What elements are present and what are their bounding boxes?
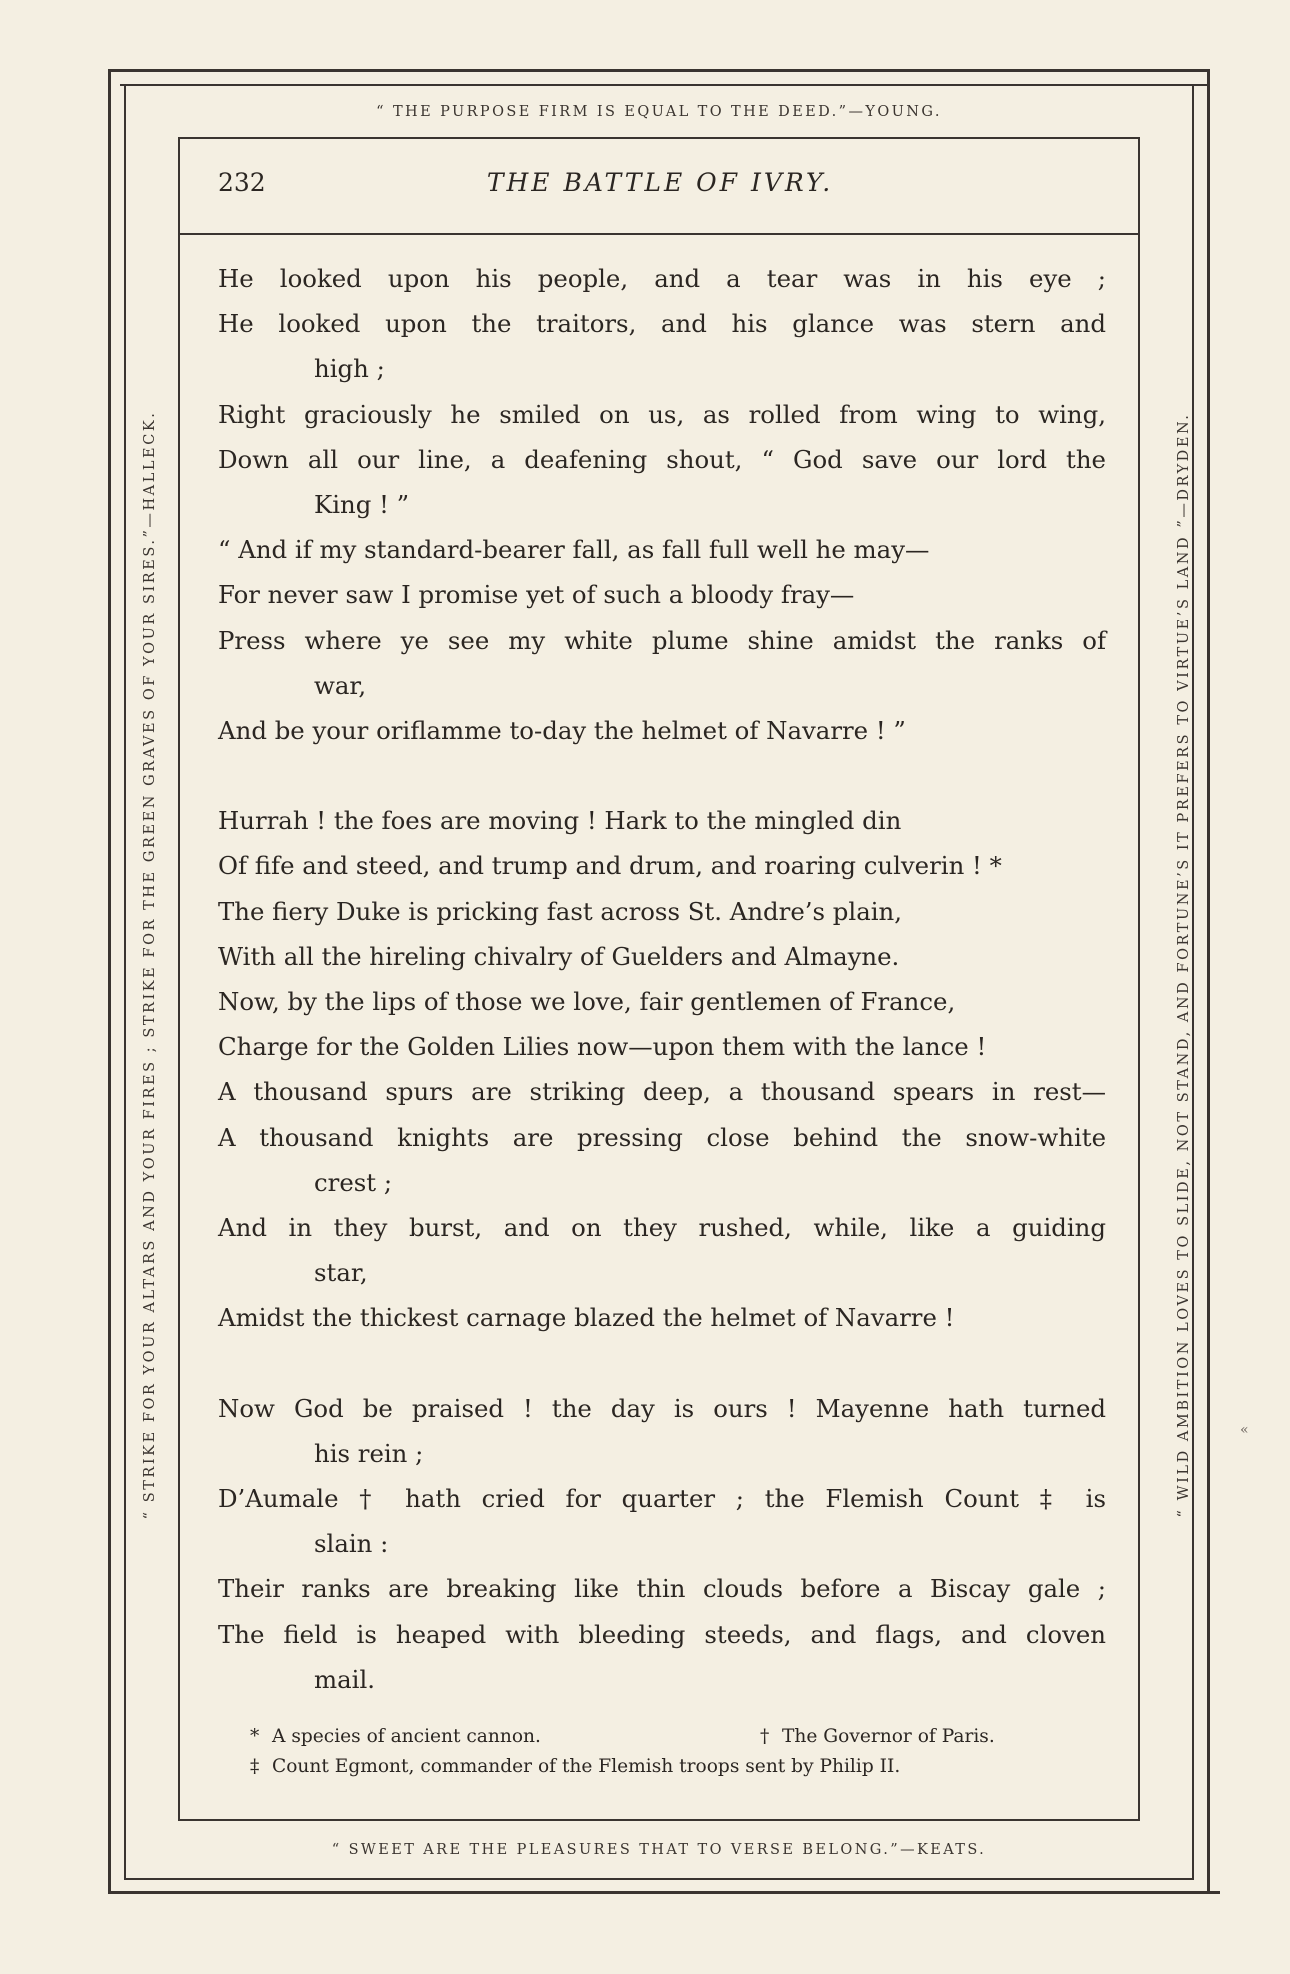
footnote-row: [250, 1722, 1080, 1752]
margin-mark: «: [1240, 1422, 1249, 1438]
poem-line: With all the hireling chivalry of Guelders and Almayne.: [218, 941, 900, 971]
footnote-row: [250, 1752, 1080, 1782]
poem-line: slain :: [314, 1529, 389, 1559]
poem-line: high ;: [314, 354, 385, 384]
poem-line: Of fife and steed, and trump and drum, and roaring culverin ! *: [218, 851, 1002, 881]
poem-line: crest ;: [314, 1167, 393, 1197]
motto-left: “ STRIKE FOR YOUR ALTARS AND YOUR FIRES ; STRIKE FOR THE GREEN GRAVES OF YOUR SIRES.”—HALLECK.: [142, 410, 158, 1520]
motto-bottom: “ SWEET ARE THE PLEASURES THAT TO VERSE BELONG.”—KEATS.: [331, 1842, 987, 1858]
footnote-3-mark: ‡: [250, 1756, 260, 1777]
poem-line: The field is heaped with bleeding steeds, and flags, and cloven: [218, 1619, 1106, 1649]
poem-line: A thousand knights are pressing close behind the snow-white: [218, 1122, 1106, 1152]
poem-line: Now God be praised ! the day is ours ! Mayenne hath turned: [218, 1393, 1106, 1423]
poem-line: And be your oriflamme to-day the helmet of Navarre ! ”: [218, 715, 906, 745]
poem-line: King ! ”: [314, 489, 410, 519]
footnote-1-mark: *: [250, 1726, 260, 1747]
frame-inner-top-rule: [120, 84, 1210, 86]
stanza-gap: [218, 753, 1106, 798]
motto-right: “ WILD AMBITION LOVES TO SLIDE, NOT STAND, AND FORTUNE’S IT PREFERS TO VIRTUE’S LAND ”—DRYDEN.: [1176, 412, 1192, 1518]
frame-inner-left-rule: [124, 84, 126, 1880]
frame-outer-left-rule: [108, 69, 111, 1893]
footnotes: [250, 1722, 1080, 1782]
header-rule: [178, 233, 1140, 235]
page-number: 232: [218, 168, 266, 197]
poem-line: his rein ;: [314, 1438, 424, 1468]
footnote-3-text: Count Egmont, commander of the Flemish troops sent by Philip II.: [272, 1756, 901, 1777]
poem-line: And in they burst, and on they rushed, while, like a guiding: [218, 1212, 1106, 1242]
frame-inner-bottom-rule: [124, 1878, 1194, 1880]
poem-line: war,: [314, 670, 367, 700]
footnote-2: [760, 1722, 995, 1752]
poem-line: Down all our line, a deafening shout, “ God save our lord the: [218, 444, 1106, 474]
poem-line: Now, by the lips of those we love, fair gentlemen of France,: [218, 987, 956, 1016]
poem-line: He looked upon his people, and a tear was in his eye ;: [218, 264, 1106, 293]
poem-line: Hurrah ! the foes are moving ! Hark to the mingled din: [218, 806, 902, 836]
running-title: THE BATTLE OF IVRY.: [486, 168, 834, 197]
poem-line: Amidst the thickest carnage blazed the helmet of Navarre !: [218, 1303, 955, 1333]
poem: [218, 256, 1106, 1702]
frame-outer-top-rule: [108, 69, 1210, 72]
stanza-gap: [218, 1341, 1106, 1386]
footnote-3: [250, 1756, 900, 1777]
footnote-2-mark: †: [760, 1726, 770, 1747]
footnote-1-text: A species of ancient cannon.: [272, 1726, 541, 1747]
panel-top-rule: [178, 137, 1140, 139]
poem-line: A thousand spurs are striking deep, a thousand spears in rest—: [218, 1077, 1106, 1107]
poem-line: mail.: [314, 1664, 376, 1694]
poem-line: Their ranks are breaking like thin clouds before a Biscay gale ;: [218, 1574, 1106, 1604]
poem-line: The fiery Duke is pricking fast across St. Andre’s plain,: [218, 896, 903, 926]
frame-outer-right-rule: [1207, 69, 1210, 1893]
footnote-1: [250, 1726, 541, 1747]
frame-outer-bottom-rule: [108, 1891, 1220, 1894]
poem-line: Right graciously he smiled on us, as rolled from wing to wing,: [218, 399, 1106, 429]
poem-line: star,: [314, 1258, 368, 1288]
poem-line: D’Aumale † hath cried for quarter ; the Flemish Count ‡ is: [218, 1484, 1106, 1514]
poem-line: He looked upon the traitors, and his glance was stern and: [218, 309, 1106, 339]
motto-top: “ THE PURPOSE FIRM IS EQUAL TO THE DEED.”—YOUNG.: [376, 104, 942, 120]
poem-line: For never saw I promise yet of such a bloody fray—: [218, 580, 855, 610]
footnote-2-text: The Governor of Paris.: [782, 1726, 995, 1747]
poem-line: Charge for the Golden Lilies now—upon them with the lance !: [218, 1032, 987, 1062]
poem-line: “ And if my standard-bearer fall, as fall full well he may—: [218, 535, 930, 565]
poem-line: Press where ye see my white plume shine amidst the ranks of: [218, 625, 1106, 655]
